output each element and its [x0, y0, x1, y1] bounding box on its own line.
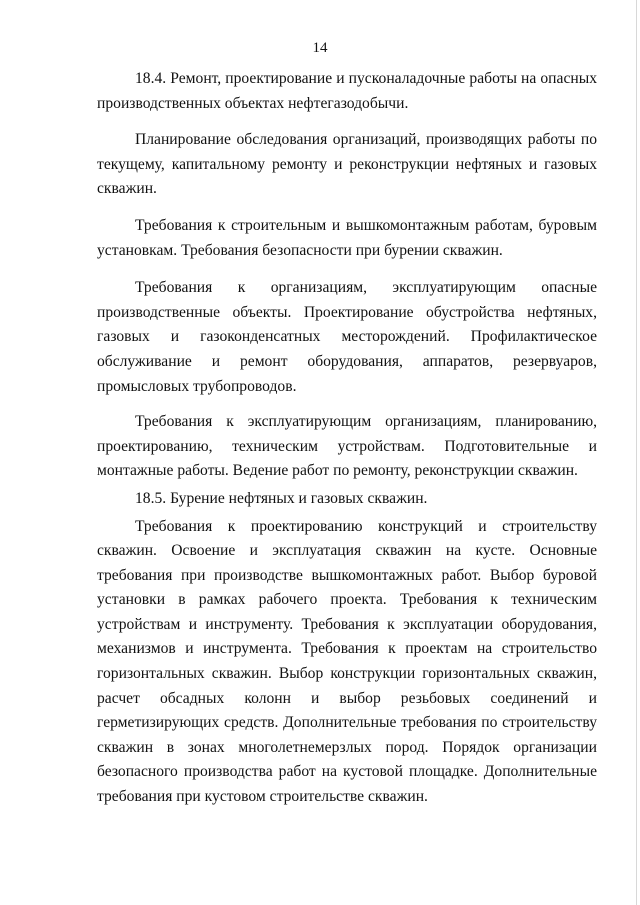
paragraph-organization-requirements: Требования к организациям, эксплуатирующим опасные производственные объекты. Проектирование обустройства нефтяных, газовых и газоконденсатных месторождений. Профилактическое обслуживание и ремонт оборудования, аппаратов, резервуаров, промысловых трубопроводов.	[97, 279, 597, 395]
section-18-4-heading: 18.4. Ремонт, проектирование и пусконаладочные работы на опасных производственных объектах нефтегазодобычи.	[97, 70, 597, 112]
section-18-5-heading: 18.5. Бурение нефтяных и газовых скважин.	[135, 489, 428, 507]
page-number: 14	[312, 40, 328, 56]
paragraph-construction-requirements: Требования к строительным и вышкомонтажным работам, буровым установкам. Требования безопасности при бурении скважин.	[97, 216, 597, 259]
scan-edge-line	[636, 0, 637, 905]
paragraph-well-drilling-requirements: Требования к проектированию конструкций и строительству скважин. Освоение и эксплуатация скважин на кусте. Основные требования при производстве вышкомонтажных работ. Выбор буровой установки в рамках рабочего проекта. Требования к техническим устройствам и инструменту. Требования к эксплуатации оборудования, механизмов и инструмента. Требования к проектам на строительство горизонтальных скважин. Выбор конструкции горизонтальных скважин, расчет обсадных колонн и выбор резьбовых соединений и герметизирующих средств. Дополнительные требования по строительству скважин в зонах многолетнемерзлых пород. Порядок организации безопасного производства работ на кустовой площадке. Дополнительные требования при кустовом строительстве скважин.	[97, 517, 597, 806]
document-body	[97, 67, 597, 810]
paragraph-inspection-planning: Планирование обследования организаций, производящих работы по текущему, капитальному ремонту и реконструкции нефтяных и газовых скважин.	[97, 131, 597, 198]
paragraph-operating-organizations: Требования к эксплуатирующим организациям, планированию, проектированию, техническим устройствам. Подготовительные и монтажные работы. Ведение работ по ремонту, реконструкции скважин.	[97, 413, 597, 480]
